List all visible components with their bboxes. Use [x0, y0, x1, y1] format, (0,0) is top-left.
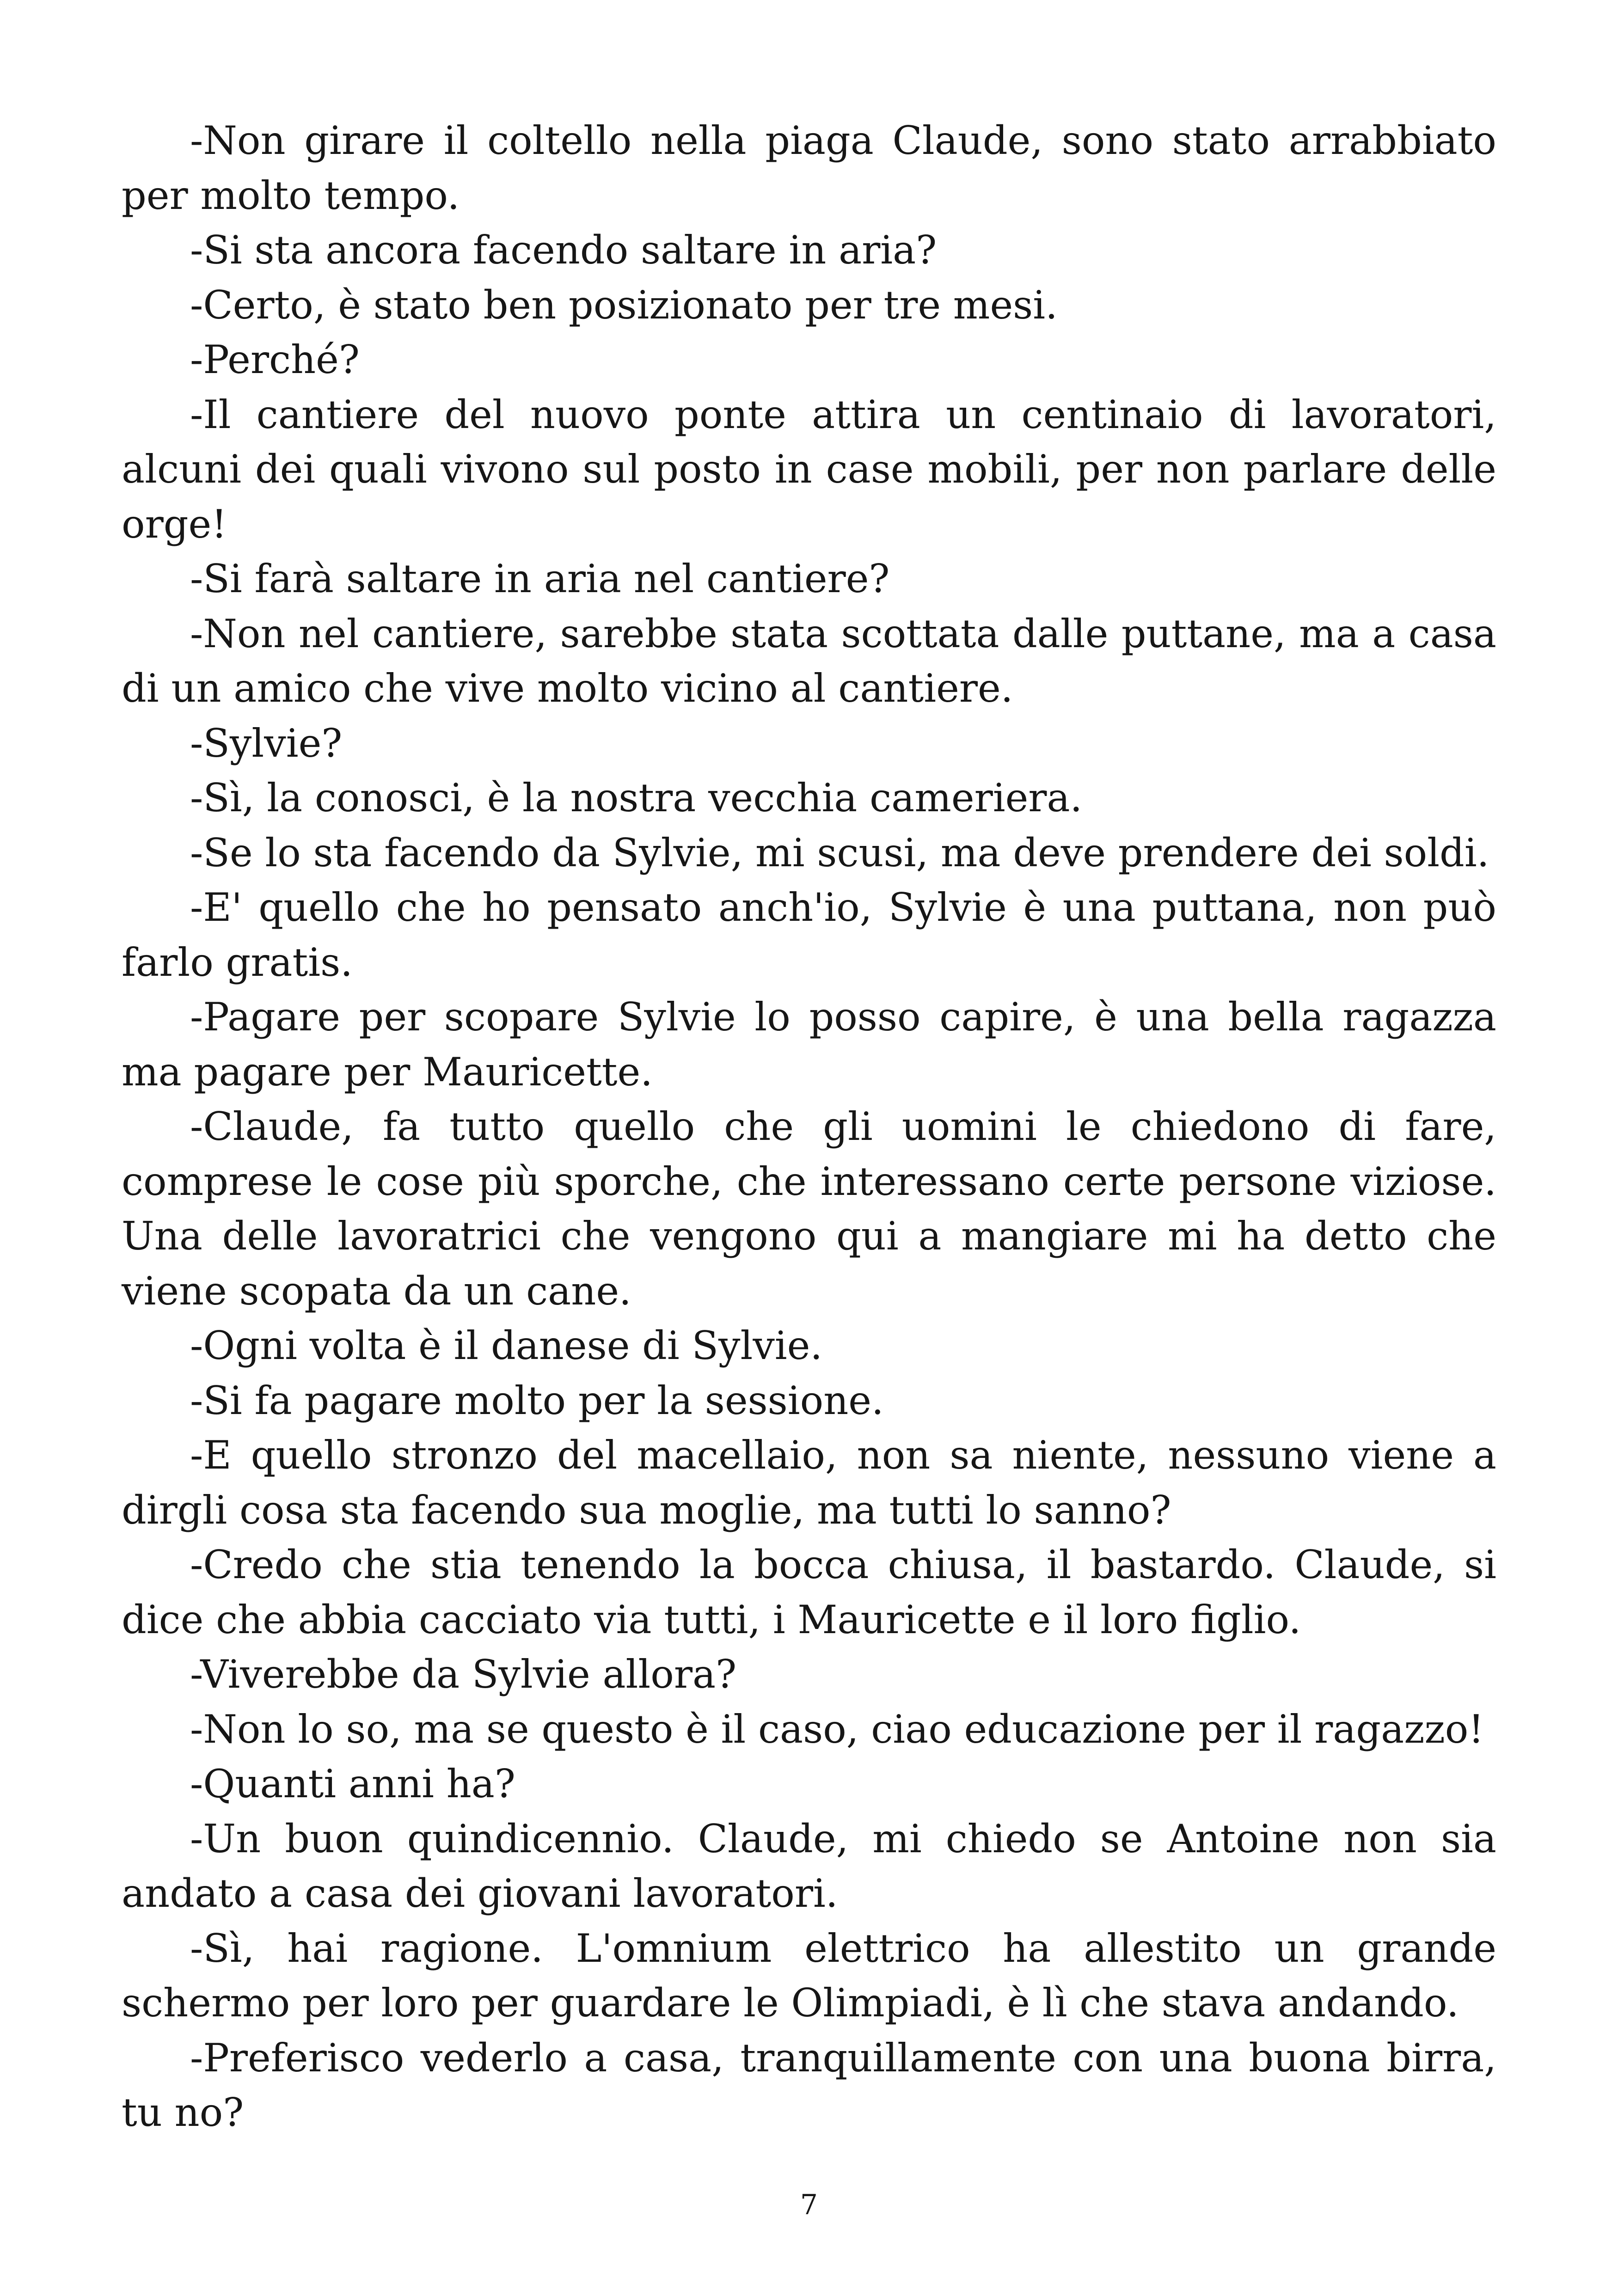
paragraph: -Pagare per scopare Sylvie lo posso capire, è una bella ragazza ma pagare per Mauricette. [122, 994, 1496, 1095]
paragraph: -Sylvie? [190, 720, 343, 766]
paragraph: -Quanti anni ha? [190, 1761, 515, 1806]
paragraph: -Non girare il coltello nella piaga Claude, sono stato arrabbiato per molto tempo. [122, 118, 1496, 218]
paragraph: -Si fa pagare molto per la sessione. [190, 1378, 884, 1423]
body-text [122, 113, 1496, 2140]
paragraph: -Non nel cantiere, sarebbe stata scottata dalle puttane, ma a casa di un amico che vive molto vicino al cantiere. [122, 611, 1496, 711]
paragraph: -Si farà saltare in aria nel cantiere? [190, 556, 890, 601]
page-number: 7 [800, 2189, 818, 2221]
paragraph: -E quello stronzo del macellaio, non sa niente, nessuno viene a dirgli cosa sta facendo sua moglie, ma tutti lo sanno? [122, 1433, 1496, 1533]
paragraph: -E' quello che ho pensato anch'io, Sylvie è una puttana, non può farlo gratis. [122, 885, 1496, 985]
paragraph: -Il cantiere del nuovo ponte attira un centinaio di lavoratori, alcuni dei quali vivono sul posto in case mobili, per non parlare delle orge! [122, 392, 1496, 547]
paragraph: -Non lo so, ma se questo è il caso, ciao educazione per il ragazzo! [190, 1706, 1484, 1752]
paragraph: -Sì, la conosci, è la nostra vecchia cameriera. [190, 775, 1083, 820]
paragraph: -Perché? [190, 337, 360, 382]
paragraph: -Ogni volta è il danese di Sylvie. [190, 1323, 823, 1368]
paragraph: -Sì, hai ragione. L'omnium elettrico ha allestito un grande schermo per loro per guardare le Olimpiadi, è lì che stava andando. [122, 1925, 1496, 2026]
paragraph: -Credo che stia tenendo la bocca chiusa, il bastardo. Claude, si dice che abbia cacciato via tutti, i Mauricette e il loro figlio. [122, 1542, 1496, 1642]
paragraph: -Viverebbe da Sylvie allora? [190, 1652, 737, 1697]
paragraph: -Si sta ancora facendo saltare in aria? [190, 227, 937, 273]
paragraph: -Claude, fa tutto quello che gli uomini le chiedono di fare, comprese le cose più sporche, che interessano certe persone viziose. Una delle lavoratrici che vengono qui a mangiare mi ha detto che viene scopata da un cane. [122, 1104, 1496, 1314]
paragraph: -Preferisco vederlo a casa, tranquillamente con una buona birra, tu no? [122, 2035, 1496, 2135]
paragraph: -Se lo sta facendo da Sylvie, mi scusi, ma deve prendere dei soldi. [190, 830, 1489, 876]
paragraph: -Certo, è stato ben posizionato per tre mesi. [190, 282, 1058, 328]
paragraph: -Un buon quindicennio. Claude, mi chiedo se Antoine non sia andato a casa dei giovani lavoratori. [122, 1816, 1496, 1916]
